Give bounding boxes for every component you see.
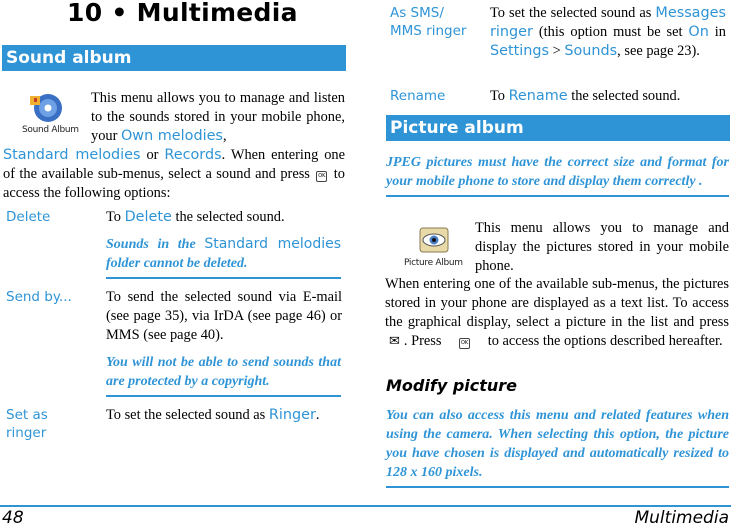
eye-picture-icon	[400, 226, 462, 254]
option-sms-mms-ringer-term: As SMS/ MMS ringer	[390, 5, 467, 39]
picture-album-intro: This menu allows you to manage and display the pictures stored in your mobile phone.	[475, 220, 729, 274]
sound-album-intro-bottom: Standard melodies or Records. When entering one of the available sub-menus, select a sound and press OK to access the following options:	[3, 147, 345, 201]
option-delete-term: Delete	[6, 209, 51, 225]
option-rename-desc: To Rename the selected sound.	[490, 88, 681, 104]
option-send-by-note: You will not be able to send sounds that are protected by a copyright.	[106, 353, 341, 397]
page-number: 48	[2, 508, 24, 528]
ok-key-icon: OK	[316, 171, 327, 182]
envelope-key-icon: ✉	[389, 334, 400, 349]
picture-album-body: When entering one of the available sub-menus, the pictures stored in your phone are displayed as a text list. To access the graphical display, select a picture in the list and press ✉ . Press OK to access the options described hereafter.	[385, 276, 729, 349]
option-sms-mms-ringer-desc: To set the selected sound as Messages ringer (this option must be set On in Settings > Sounds, see page 23).	[490, 5, 726, 59]
footer-rule	[0, 505, 731, 507]
own-melodies-link: Own melodies	[120, 128, 223, 144]
standard-melodies-link: Standard melodies	[3, 147, 141, 163]
chapter-title: 10 • Multimedia	[67, 0, 298, 27]
ok-key-icon-2: OK	[459, 338, 470, 349]
modify-picture-heading: Modify picture	[386, 376, 518, 395]
option-set-as-ringer-desc: To set the selected sound as Ringer.	[106, 407, 320, 423]
option-set-as-ringer-term: Set as ringer	[6, 407, 48, 441]
option-delete-note: Sounds in the Standard melodies folder cannot be deleted.	[106, 235, 341, 279]
modify-picture-note: You can also access this menu and related features when using the camera. When selecting this option, the picture you have chosen is displayed and automatically resized to 128 x 160 pixels.	[386, 406, 729, 488]
footer-chapter: Multimedia	[634, 508, 729, 528]
picture-album-icon-label: Picture Album	[404, 258, 463, 268]
speaker-disc-icon	[20, 92, 80, 126]
picture-album-heading: Picture album	[386, 115, 730, 141]
option-send-by-desc: To send the selected sound via E-mail (see page 35), via IrDA (see page 46) or MMS (see page 40).	[106, 289, 342, 343]
records-link: Records	[164, 147, 222, 163]
sound-album-heading: Sound album	[2, 45, 346, 71]
sound-album-icon-label: Sound Album	[22, 125, 79, 135]
sound-album-icon	[20, 92, 80, 142]
jpeg-warning: JPEG pictures must have the correct size and format for your mobile phone to store and display them correctly .	[386, 153, 729, 197]
sound-album-intro-top: This menu allows you to manage and listen to the sounds stored in your mobile phone, your Own melodies,	[91, 90, 345, 144]
option-rename-term: Rename	[390, 88, 446, 104]
option-send-by-term: Send by...	[6, 289, 72, 305]
option-delete-desc: To Delete the selected sound.	[106, 209, 285, 225]
picture-album-icon	[400, 226, 462, 274]
